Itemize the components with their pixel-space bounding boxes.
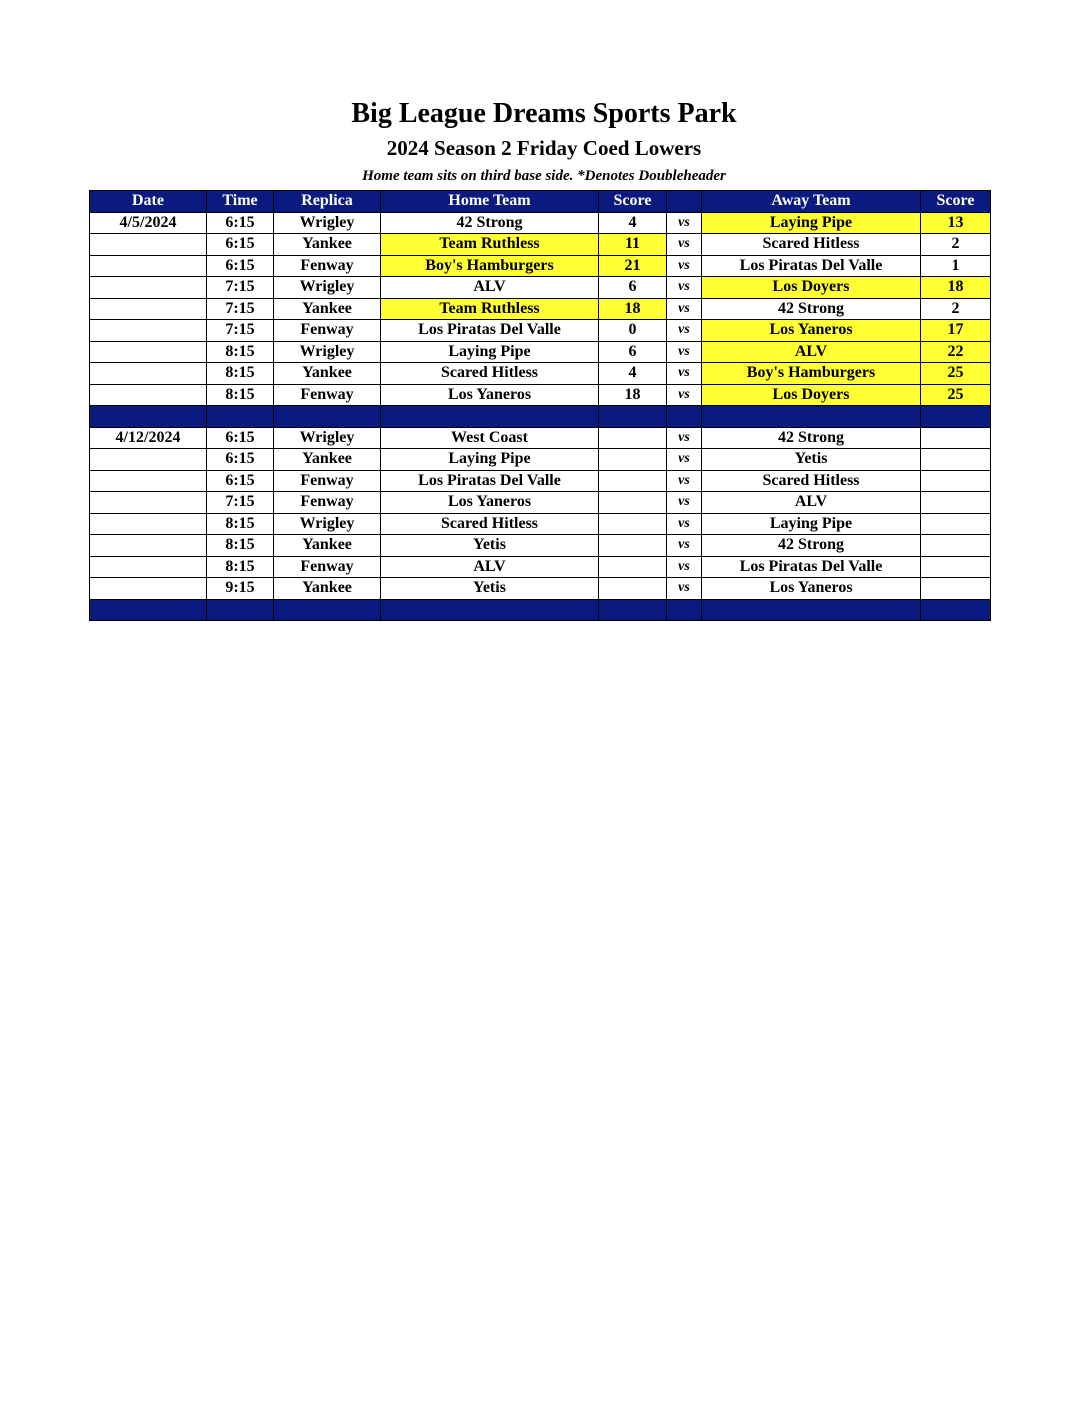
table-row — [90, 470, 991, 492]
home-score-cell: 21 — [599, 255, 667, 277]
home-score-cell: 4 — [599, 212, 667, 234]
away-team-cell: Laying Pipe — [702, 212, 921, 234]
table-row — [90, 492, 991, 514]
away-score-cell: 25 — [921, 384, 991, 406]
away-score-cell: 18 — [921, 277, 991, 299]
field-cell: Yankee — [274, 298, 381, 320]
field-cell: Wrigley — [274, 513, 381, 535]
separator-cell — [921, 599, 991, 621]
home-score-cell — [599, 492, 667, 514]
col-header-date: Date — [90, 191, 207, 213]
away-score-cell: 13 — [921, 212, 991, 234]
time-cell: 6:15 — [207, 234, 274, 256]
time-cell: 6:15 — [207, 212, 274, 234]
vs-cell: vs — [667, 363, 702, 385]
home-score-cell — [599, 556, 667, 578]
separator-cell — [381, 599, 599, 621]
home-team-cell: Yetis — [381, 578, 599, 600]
away-score-cell: 1 — [921, 255, 991, 277]
home-score-cell: 6 — [599, 277, 667, 299]
away-score-cell — [921, 492, 991, 514]
vs-cell: vs — [667, 427, 702, 449]
time-cell: 8:15 — [207, 556, 274, 578]
home-score-cell: 0 — [599, 320, 667, 342]
separator-cell — [90, 406, 207, 428]
away-score-cell — [921, 427, 991, 449]
vs-cell: vs — [667, 255, 702, 277]
table-row — [90, 578, 991, 600]
vs-cell: vs — [667, 578, 702, 600]
away-team-cell: ALV — [702, 492, 921, 514]
table-header-row — [90, 191, 991, 213]
separator-cell — [702, 599, 921, 621]
table-row — [90, 513, 991, 535]
table-row — [90, 427, 991, 449]
field-cell: Wrigley — [274, 277, 381, 299]
vs-cell: vs — [667, 212, 702, 234]
home-team-cell: Boy's Hamburgers — [381, 255, 599, 277]
away-score-cell: 25 — [921, 363, 991, 385]
time-cell: 7:15 — [207, 492, 274, 514]
home-score-cell — [599, 535, 667, 557]
separator-cell — [702, 406, 921, 428]
vs-cell: vs — [667, 298, 702, 320]
vs-cell: vs — [667, 384, 702, 406]
schedule-table — [89, 190, 991, 621]
separator-cell — [207, 599, 274, 621]
home-team-cell: ALV — [381, 556, 599, 578]
field-cell: Fenway — [274, 320, 381, 342]
away-score-cell: 17 — [921, 320, 991, 342]
field-cell: Yankee — [274, 449, 381, 471]
field-cell: Fenway — [274, 384, 381, 406]
vs-cell: vs — [667, 341, 702, 363]
separator-cell — [599, 406, 667, 428]
away-team-cell: Laying Pipe — [702, 513, 921, 535]
field-cell: Yankee — [274, 535, 381, 557]
date-cell — [90, 556, 207, 578]
home-team-cell: Laying Pipe — [381, 341, 599, 363]
vs-cell: vs — [667, 492, 702, 514]
vs-cell: vs — [667, 449, 702, 471]
away-score-cell — [921, 449, 991, 471]
table-row — [90, 363, 991, 385]
home-score-cell: 18 — [599, 384, 667, 406]
away-score-cell — [921, 513, 991, 535]
field-cell: Wrigley — [274, 427, 381, 449]
date-cell — [90, 363, 207, 385]
time-cell: 6:15 — [207, 427, 274, 449]
away-team-cell: Los Yaneros — [702, 578, 921, 600]
away-score-cell — [921, 556, 991, 578]
time-cell: 8:15 — [207, 513, 274, 535]
time-cell: 8:15 — [207, 384, 274, 406]
field-cell: Yankee — [274, 234, 381, 256]
date-cell — [90, 255, 207, 277]
table-row — [90, 449, 991, 471]
date-cell: 4/5/2024 — [90, 212, 207, 234]
home-score-cell — [599, 449, 667, 471]
separator-cell — [667, 599, 702, 621]
date-cell — [90, 578, 207, 600]
time-cell: 7:15 — [207, 298, 274, 320]
time-cell: 7:15 — [207, 277, 274, 299]
away-team-cell: ALV — [702, 341, 921, 363]
home-team-cell: Los Yaneros — [381, 492, 599, 514]
field-cell: Wrigley — [274, 212, 381, 234]
away-score-cell: 22 — [921, 341, 991, 363]
page-subtitle: 2024 Season 2 Friday Coed Lowers — [386, 136, 702, 160]
col-header-away-team: Away Team — [702, 191, 921, 213]
home-team-cell: West Coast — [381, 427, 599, 449]
home-team-cell: Los Piratas Del Valle — [381, 320, 599, 342]
time-cell: 6:15 — [207, 449, 274, 471]
away-team-cell: Los Yaneros — [702, 320, 921, 342]
field-cell: Fenway — [274, 470, 381, 492]
date-cell — [90, 277, 207, 299]
home-team-cell: Laying Pipe — [381, 449, 599, 471]
vs-cell: vs — [667, 535, 702, 557]
field-cell: Wrigley — [274, 341, 381, 363]
date-cell — [90, 234, 207, 256]
away-team-cell: Scared Hitless — [702, 470, 921, 492]
schedule-note: Home team sits on third base side. *Denotes Doubleheader — [362, 168, 726, 184]
away-score-cell — [921, 470, 991, 492]
separator-cell — [599, 599, 667, 621]
away-team-cell: Scared Hitless — [702, 234, 921, 256]
date-cell — [90, 492, 207, 514]
home-team-cell: 42 Strong — [381, 212, 599, 234]
home-score-cell — [599, 513, 667, 535]
field-cell: Fenway — [274, 556, 381, 578]
separator-cell — [667, 406, 702, 428]
away-score-cell — [921, 535, 991, 557]
away-team-cell: 42 Strong — [702, 535, 921, 557]
time-cell: 8:15 — [207, 341, 274, 363]
date-cell — [90, 320, 207, 342]
time-cell: 8:15 — [207, 363, 274, 385]
table-row — [90, 535, 991, 557]
table-row — [90, 320, 991, 342]
home-score-cell — [599, 427, 667, 449]
home-score-cell: 11 — [599, 234, 667, 256]
vs-cell: vs — [667, 470, 702, 492]
away-team-cell: 42 Strong — [702, 427, 921, 449]
separator-row — [90, 599, 991, 621]
table-row — [90, 234, 991, 256]
separator-cell — [207, 406, 274, 428]
col-header-home-team: Home Team — [381, 191, 599, 213]
away-team-cell: 42 Strong — [702, 298, 921, 320]
separator-cell — [274, 599, 381, 621]
field-cell: Yankee — [274, 578, 381, 600]
col-header-replica: Replica — [274, 191, 381, 213]
date-cell: 4/12/2024 — [90, 427, 207, 449]
separator-cell — [381, 406, 599, 428]
home-team-cell: Yetis — [381, 535, 599, 557]
field-cell: Yankee — [274, 363, 381, 385]
date-cell — [90, 449, 207, 471]
col-header-vs — [667, 191, 702, 213]
date-cell — [90, 513, 207, 535]
home-team-cell: Scared Hitless — [381, 363, 599, 385]
home-team-cell: Team Ruthless — [381, 234, 599, 256]
table-row — [90, 255, 991, 277]
vs-cell: vs — [667, 513, 702, 535]
date-cell — [90, 470, 207, 492]
home-team-cell: Scared Hitless — [381, 513, 599, 535]
col-header-time: Time — [207, 191, 274, 213]
home-score-cell: 18 — [599, 298, 667, 320]
separator-cell — [90, 599, 207, 621]
away-team-cell: Los Piratas Del Valle — [702, 556, 921, 578]
vs-cell: vs — [667, 556, 702, 578]
table-row — [90, 384, 991, 406]
col-header-away-score: Score — [921, 191, 991, 213]
col-header-home-score: Score — [599, 191, 667, 213]
away-team-cell: Los Doyers — [702, 277, 921, 299]
time-cell: 6:15 — [207, 255, 274, 277]
vs-cell: vs — [667, 234, 702, 256]
separator-row — [90, 406, 991, 428]
home-team-cell: ALV — [381, 277, 599, 299]
date-cell — [90, 298, 207, 320]
time-cell: 8:15 — [207, 535, 274, 557]
field-cell: Fenway — [274, 492, 381, 514]
table-row — [90, 277, 991, 299]
separator-cell — [274, 406, 381, 428]
away-score-cell: 2 — [921, 298, 991, 320]
table-row — [90, 212, 991, 234]
vs-cell: vs — [667, 320, 702, 342]
home-team-cell: Los Piratas Del Valle — [381, 470, 599, 492]
away-team-cell: Yetis — [702, 449, 921, 471]
home-team-cell: Team Ruthless — [381, 298, 599, 320]
away-score-cell: 2 — [921, 234, 991, 256]
time-cell: 6:15 — [207, 470, 274, 492]
table-row — [90, 556, 991, 578]
home-team-cell: Los Yaneros — [381, 384, 599, 406]
table-row — [90, 298, 991, 320]
home-score-cell: 4 — [599, 363, 667, 385]
separator-cell — [921, 406, 991, 428]
time-cell: 9:15 — [207, 578, 274, 600]
date-cell — [90, 384, 207, 406]
away-score-cell — [921, 578, 991, 600]
home-score-cell — [599, 470, 667, 492]
home-score-cell: 6 — [599, 341, 667, 363]
table-row — [90, 341, 991, 363]
date-cell — [90, 341, 207, 363]
date-cell — [90, 535, 207, 557]
page-title: Big League Dreams Sports Park — [351, 98, 737, 129]
away-team-cell: Los Doyers — [702, 384, 921, 406]
schedule-body — [90, 212, 991, 621]
field-cell: Fenway — [274, 255, 381, 277]
home-score-cell — [599, 578, 667, 600]
vs-cell: vs — [667, 277, 702, 299]
away-team-cell: Boy's Hamburgers — [702, 363, 921, 385]
away-team-cell: Los Piratas Del Valle — [702, 255, 921, 277]
time-cell: 7:15 — [207, 320, 274, 342]
